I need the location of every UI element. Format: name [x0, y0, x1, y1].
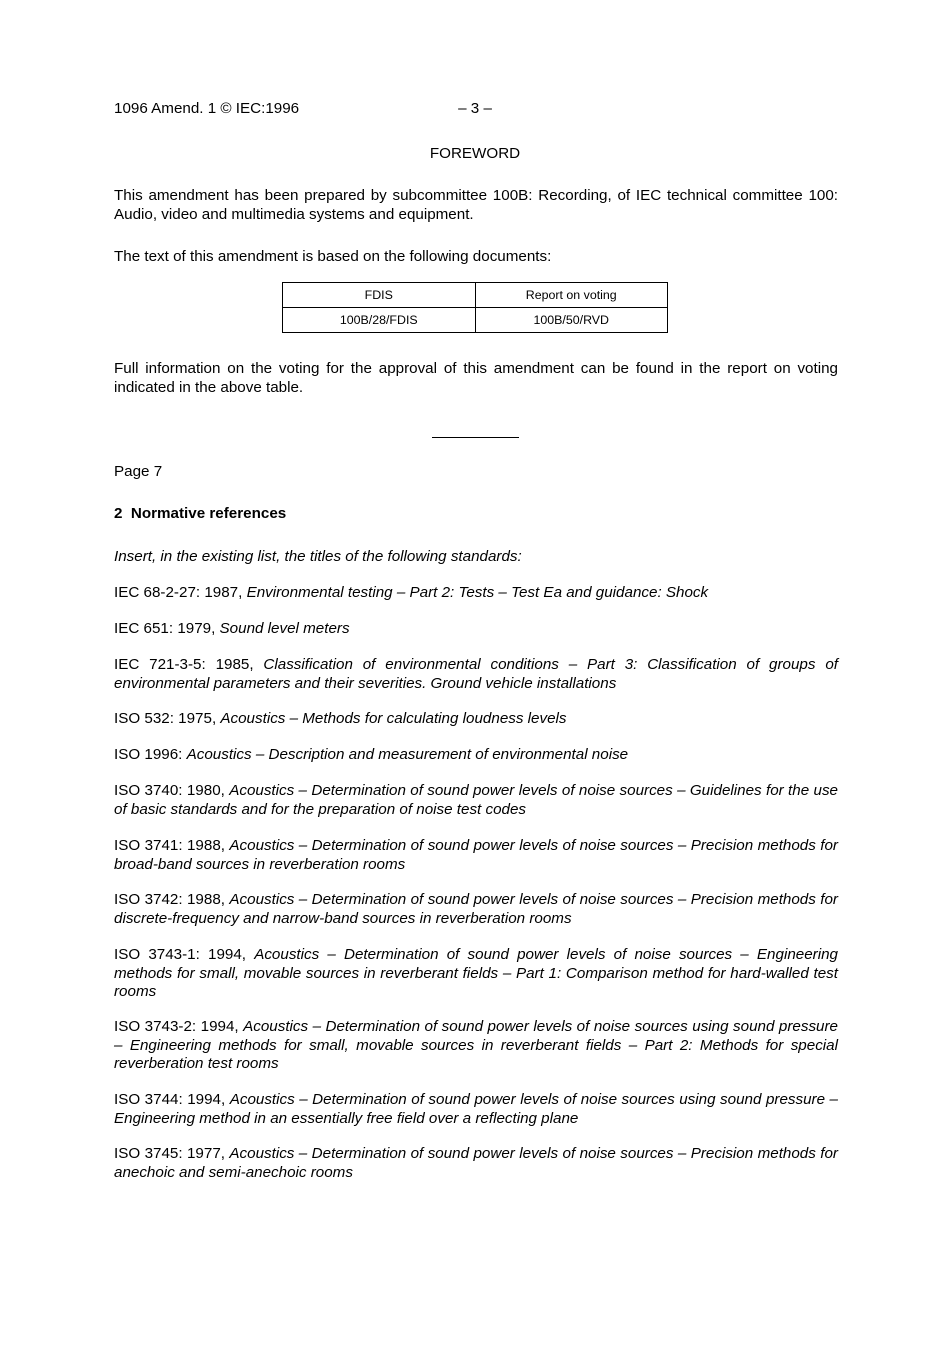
table-header-row [283, 283, 668, 308]
reference-title: Acoustics – Determination of sound power levels of noise sources using sound pressure – Engineering methods for small, movable sources in reverberant fields – Part 2: Methods for special reverberation test rooms [114, 1018, 838, 1072]
table-row [283, 308, 668, 333]
reference-item [114, 946, 838, 1002]
voting-documents-table [282, 282, 668, 333]
reference-code: ISO 3743-1: 1994, [114, 946, 255, 963]
reference-code: IEC 68-2-27: 1987, [114, 584, 247, 601]
reference-item [114, 710, 838, 729]
reference-item [114, 584, 838, 603]
reference-title: Acoustics – Determination of sound power levels of noise sources – Engineering methods for small, movable sources in reverberant fields – Part 1: Comparison method for hard-walled test rooms [114, 946, 838, 1000]
reference-item [114, 1091, 838, 1128]
reference-item [114, 782, 838, 819]
reference-item [114, 1018, 838, 1074]
reference-title: Acoustics – Determination of sound power levels of noise sources – Precision methods for discrete-frequency and narrow-band sources in reverberation rooms [114, 891, 838, 927]
reference-item [114, 656, 838, 693]
page-reference: Page 7 [114, 463, 163, 480]
reference-item [114, 891, 838, 928]
reference-item [114, 620, 838, 639]
table-header-cell: Report on voting [475, 283, 668, 308]
page-number: – 3 – [458, 100, 492, 117]
reference-title: Acoustics – Determination of sound power levels of noise sources – Precision methods for broad-band sources in reverberation rooms [114, 837, 838, 873]
reference-item [114, 837, 838, 874]
foreword-paragraph-2: The text of this amendment is based on the following documents: [114, 248, 552, 265]
document-reference: 1096 Amend. 1 © IEC:1996 [114, 100, 300, 117]
reference-code: ISO 3744: 1994, [114, 1091, 230, 1108]
foreword-paragraph-3: Full information on the voting for the approval of this amendment can be found in the report on voting indicated in the above table. [114, 360, 838, 396]
reference-code: ISO 3745: 1977, [114, 1145, 230, 1162]
reference-title: Acoustics – Determination of sound power levels of noise sources using sound pressure – Engineering method in an essentially free field over a reflecting plane [114, 1091, 838, 1127]
section-heading: 2 Normative references [114, 505, 287, 522]
foreword-paragraph-1: This amendment has been prepared by subcommittee 100B: Recording, of IEC technical committee 100: Audio, video and multimedia systems and equipment. [114, 187, 838, 223]
reference-title: Acoustics – Methods for calculating loudness levels [220, 710, 567, 727]
reference-title: Classification of environmental conditions – Part 3: Classification of groups of environmental parameters and their severities. Ground vehicle installations [114, 656, 838, 692]
reference-code: ISO 3743-2: 1994, [114, 1018, 244, 1035]
reference-code: ISO 3742: 1988, [114, 891, 230, 908]
reference-code: IEC 651: 1979, [114, 620, 220, 637]
reference-title: Sound level meters [219, 620, 350, 637]
reference-code: ISO 3740: 1980, [114, 782, 230, 799]
reference-code: ISO 532: 1975, [114, 710, 221, 727]
reference-title: Environmental testing – Part 2: Tests – Test Ea and guidance: Shock [246, 584, 709, 601]
reference-item [114, 746, 838, 765]
reference-title: Acoustics – Description and measurement of environmental noise [186, 746, 629, 763]
table-header-cell: FDIS [283, 283, 476, 308]
insert-instruction: Insert, in the existing list, the titles of the following standards: [114, 548, 522, 565]
reference-item [114, 1145, 838, 1182]
section-divider [432, 437, 519, 438]
foreword-title: FOREWORD [429, 145, 521, 162]
reference-title: Acoustics – Determination of sound power levels of noise sources – Guidelines for the use of basic standards and for the preparation of noise test codes [114, 782, 838, 818]
reference-code: IEC 721-3-5: 1985, [114, 656, 264, 673]
table-cell: 100B/50/RVD [475, 308, 668, 333]
reference-title: Acoustics – Determination of sound power levels of noise sources – Precision methods for anechoic and semi-anechoic rooms [114, 1145, 838, 1181]
table-cell: 100B/28/FDIS [283, 308, 476, 333]
reference-code: ISO 1996: [114, 746, 187, 763]
reference-code: ISO 3741: 1988, [114, 837, 230, 854]
